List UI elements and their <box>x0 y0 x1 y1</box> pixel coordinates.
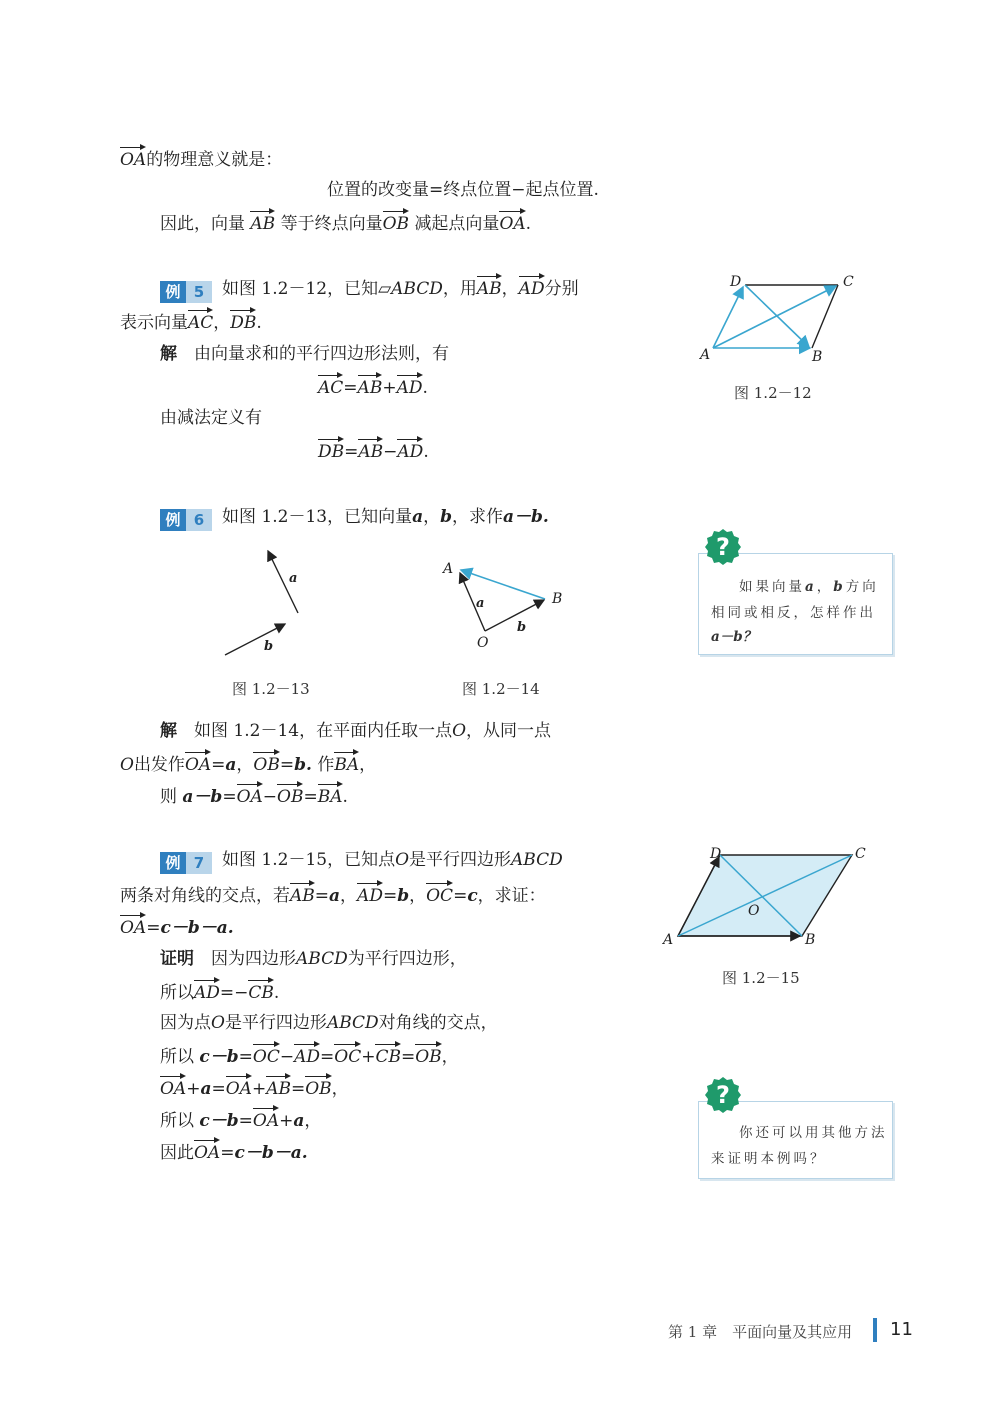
question-1-line-1 <box>739 574 879 601</box>
vector-oa: OA <box>120 914 146 940</box>
text: = <box>211 1079 226 1099</box>
text: ， <box>409 886 427 906</box>
text: 所以 <box>160 1111 194 1131</box>
text: a－b <box>182 787 223 807</box>
text: a <box>293 1111 305 1131</box>
question-mark: ? <box>716 1081 730 1109</box>
text: ， <box>423 507 441 527</box>
figure-1-2-15 <box>660 840 875 955</box>
example-5-tag <box>160 280 212 302</box>
text: ， <box>236 755 254 775</box>
point-c-label: C <box>855 846 866 862</box>
text: 因为四边形 <box>211 949 296 969</box>
text: . <box>423 442 429 462</box>
text: = <box>220 1143 235 1163</box>
figure-1-2-13 <box>215 540 315 665</box>
text: = <box>320 1047 335 1067</box>
point-b-label: B <box>805 932 816 948</box>
text: = <box>222 787 237 807</box>
vector-ad: AD <box>519 275 545 301</box>
page-number: 11 <box>890 1319 913 1340</box>
text: 方向 <box>845 579 879 595</box>
example-5-line-1 <box>160 275 579 302</box>
tag-number: 5 <box>186 281 212 303</box>
text: + <box>279 1111 294 1131</box>
vector-ba: BA <box>318 783 343 809</box>
vector-b-arrow <box>225 624 285 655</box>
text: ， <box>501 279 519 299</box>
example-6-solution-line-2 <box>120 751 376 777</box>
label-b: b <box>517 620 527 635</box>
figure-1-2-12 <box>690 268 870 368</box>
text: b. <box>294 755 312 775</box>
vector-oa: OA <box>120 146 146 172</box>
footer-divider <box>873 1318 877 1342</box>
text: = <box>279 755 295 775</box>
text: = <box>314 886 330 906</box>
text: ， <box>359 755 377 775</box>
text: ABCD <box>296 949 348 969</box>
text: 表示向量 <box>120 313 188 333</box>
text: − <box>262 787 278 807</box>
text: 由向量求和的平行四边形法则，有 <box>194 344 449 364</box>
text: 则 <box>160 787 177 807</box>
example-6-solution-line-3 <box>160 783 348 809</box>
tag-number: 7 <box>186 852 212 874</box>
example-6-tag <box>160 508 212 530</box>
vector-db: DB <box>230 309 256 335</box>
footer-chapter: 第 1 章 平面向量及其应用 <box>668 1323 853 1341</box>
intro-line-1 <box>120 146 282 172</box>
edge-bc <box>812 285 838 348</box>
text: ， <box>441 1047 459 1067</box>
example-7-line-2 <box>120 882 546 908</box>
text: O <box>395 850 410 870</box>
point-a-label: A <box>663 932 674 948</box>
text: O <box>211 1013 225 1033</box>
question-2-line-1: 你还可以用其他方法 <box>739 1125 888 1141</box>
vector-ad: AD <box>397 438 423 464</box>
text: = <box>344 442 359 462</box>
text: ， <box>816 579 834 595</box>
vector-ba-arrow <box>461 570 545 599</box>
vector-ob: OB <box>253 751 279 777</box>
vector-ab: AB <box>477 275 502 301</box>
intro-text-3c: 减起点向量 <box>414 214 500 234</box>
vector-oa: OA <box>253 1107 279 1133</box>
point-c-label: C <box>843 274 854 290</box>
vector-ab: AB <box>290 882 315 908</box>
text: 分别 <box>544 279 579 299</box>
vector-ob: OB <box>415 1043 441 1069</box>
text: a <box>329 886 341 906</box>
figure-1-2-13-caption: 图 1.2－13 <box>232 680 310 698</box>
vector-oa: OA <box>185 751 211 777</box>
vector-ad: AD <box>294 1043 320 1069</box>
text: . <box>342 787 348 807</box>
vector-ab: AB <box>358 438 383 464</box>
intro-line-3 <box>160 210 531 236</box>
vector-ab: AB <box>266 1075 291 1101</box>
text: − <box>279 1047 295 1067</box>
vector-ob-arrow <box>485 600 544 631</box>
text: a <box>225 755 237 775</box>
text: + <box>382 378 397 398</box>
text: O <box>452 721 467 741</box>
vector-oa: OA <box>226 1075 252 1101</box>
text: c－b <box>199 1047 239 1067</box>
point-o-label: O <box>748 903 760 919</box>
question-2-line-2: 来证明本例吗？ <box>711 1151 827 1167</box>
text: = <box>453 886 468 906</box>
example-6-solution-line-1 <box>160 719 551 743</box>
proof-label: 证明 <box>160 949 194 969</box>
solution-label: 解 <box>160 721 177 741</box>
solution-label: 解 <box>160 344 177 364</box>
text: + <box>361 1047 376 1067</box>
vector-oc: OC <box>253 1043 280 1069</box>
text: 如果向量 <box>739 579 805 595</box>
figure-1-2-14 <box>435 555 575 655</box>
point-b-label: B <box>812 349 823 365</box>
tag-number: 6 <box>186 509 212 531</box>
point-b-label: B <box>552 591 563 607</box>
point-d-label: D <box>730 274 742 290</box>
point-d-label: D <box>710 846 722 862</box>
text: = <box>290 1079 306 1099</box>
text: 是平行四边形 <box>409 850 512 870</box>
example-7-line-1 <box>160 848 563 873</box>
text: . <box>256 313 262 333</box>
vector-ob: OB <box>277 783 303 809</box>
vector-cb: CB <box>375 1043 401 1069</box>
intro-text-3a: 因此，向量 <box>160 214 245 234</box>
proof-line-6 <box>160 1107 321 1133</box>
point-a-label: A <box>700 347 711 363</box>
text: b <box>397 886 410 906</box>
text: = <box>238 1111 253 1131</box>
text: = <box>303 787 318 807</box>
figure-1-2-14-caption: 图 1.2－14 <box>462 680 540 698</box>
text: c <box>467 886 478 906</box>
label-a: a <box>289 571 298 586</box>
text: 出发作 <box>133 755 185 775</box>
text: ABCD <box>391 279 443 299</box>
vector-ac: AC <box>188 309 213 335</box>
text: − <box>383 442 398 462</box>
vector-ad: AD <box>397 374 423 400</box>
example-5-line-2 <box>120 309 262 335</box>
text: 两条对角线的交点，若 <box>120 886 290 906</box>
text: c－b－a. <box>160 918 234 938</box>
question-1-line-3: a－b？ <box>711 629 757 645</box>
proof-line-1 <box>160 947 467 971</box>
label-a: a <box>476 596 485 611</box>
vector-ad-arrow <box>713 287 743 348</box>
text: 作 <box>317 755 335 775</box>
text: c－b <box>199 1111 239 1131</box>
vector-ad: AD <box>357 882 383 908</box>
example-7-line-3 <box>120 914 234 940</box>
text: ， <box>213 313 231 333</box>
text: 为平行四边形， <box>347 949 467 969</box>
figure-1-2-15-caption: 图 1.2－15 <box>722 969 800 987</box>
intro-text-3b: 等于终点向量 <box>280 214 383 234</box>
point-o-label: O <box>477 635 489 651</box>
text: ，求证： <box>477 886 546 906</box>
text: a <box>200 1079 212 1099</box>
text: a <box>412 507 424 527</box>
proof-line-4 <box>160 1043 459 1069</box>
question-1-line-2: 相同或相反，怎样作出 <box>711 605 876 621</box>
text: a <box>805 579 817 595</box>
text: ， <box>340 886 358 906</box>
text: + <box>186 1079 201 1099</box>
text: ， <box>331 1079 349 1099</box>
vector-ad: AD <box>194 979 220 1005</box>
tag-label: 例 <box>160 281 186 303</box>
example-6-line-1 <box>160 505 549 530</box>
text: O <box>120 755 134 775</box>
text: ABCD <box>326 1013 379 1033</box>
text: =− <box>219 983 249 1003</box>
text: ，从同一点 <box>466 721 552 741</box>
vector-ab: AB <box>358 374 383 400</box>
text: = <box>211 755 226 775</box>
question-icon <box>704 1076 742 1114</box>
vector-ac-arrow <box>713 286 836 348</box>
vector-oa: OA <box>160 1075 186 1101</box>
example-7-tag <box>160 851 212 873</box>
point-a-label: A <box>443 561 454 577</box>
tag-label: 例 <box>160 509 186 531</box>
example-5-subtext: 由减法定义有 <box>160 408 262 428</box>
text: = <box>382 886 398 906</box>
text: 对角线的交点， <box>378 1013 498 1033</box>
vector-ba: BA <box>334 751 359 777</box>
proof-line-7 <box>160 1139 308 1165</box>
proof-line-2 <box>160 979 279 1005</box>
text: ，求作 <box>451 507 503 527</box>
example-5-solution-line <box>160 342 449 366</box>
text: ABCD <box>511 850 563 870</box>
proof-line-3 <box>160 1011 498 1035</box>
text: 因此 <box>160 1143 194 1163</box>
label-b: b <box>264 639 274 654</box>
text: 所以 <box>160 1047 194 1067</box>
figure-1-2-12-caption: 图 1.2－12 <box>734 384 812 402</box>
text: 所以 <box>160 983 194 1003</box>
text: . <box>273 983 280 1003</box>
vector-oa: OA <box>237 783 263 809</box>
intro-text-3d: . <box>525 214 532 234</box>
vector-oc: OC <box>426 882 453 908</box>
text: 如图 1.2－14，在平面内任取一点 <box>194 721 453 741</box>
text: a－b. <box>502 507 549 527</box>
vector-db: DB <box>318 438 344 464</box>
tag-label: 例 <box>160 852 186 874</box>
question-icon <box>704 528 742 566</box>
text: c－b－a. <box>234 1143 308 1163</box>
vector-db-arrow <box>745 285 809 347</box>
text: + <box>251 1079 267 1099</box>
proof-line-5 <box>160 1075 349 1101</box>
vector-ob: OB <box>383 210 409 236</box>
example-5-equation-2 <box>318 438 429 464</box>
vector-cb: CB <box>248 979 274 1005</box>
text: ， <box>304 1111 322 1131</box>
vector-oa: OA <box>499 210 525 236</box>
parallelogram-symbol: ▱ <box>378 279 392 299</box>
text: ，用 <box>442 279 477 299</box>
text: 如图 1.2－15，已知点 <box>222 850 396 870</box>
vector-ob: OB <box>305 1075 331 1101</box>
vector-ac: AC <box>318 374 343 400</box>
text: . <box>422 378 428 398</box>
text: 是平行四边形 <box>224 1013 327 1033</box>
text: = <box>400 1047 416 1067</box>
vector-oc: OC <box>334 1043 361 1069</box>
text: = <box>146 918 161 938</box>
text: 因为点 <box>160 1013 211 1033</box>
vector-oa: OA <box>194 1139 220 1165</box>
intro-line-2: 位置的改变量=终点位置−起点位置. <box>327 180 599 200</box>
text: = <box>343 378 358 398</box>
intro-text-1: 的物理意义就是： <box>146 150 283 170</box>
question-mark: ? <box>716 533 730 561</box>
text: b <box>440 507 452 527</box>
text: b <box>833 579 846 595</box>
text: 如图 1.2－13，已知向量 <box>222 507 413 527</box>
question-box-1 <box>698 553 893 655</box>
example-5-equation-1 <box>318 374 428 400</box>
vector-ab: AB <box>250 210 275 236</box>
text: 如图 1.2－12，已知 <box>222 279 379 299</box>
text: = <box>238 1047 253 1067</box>
